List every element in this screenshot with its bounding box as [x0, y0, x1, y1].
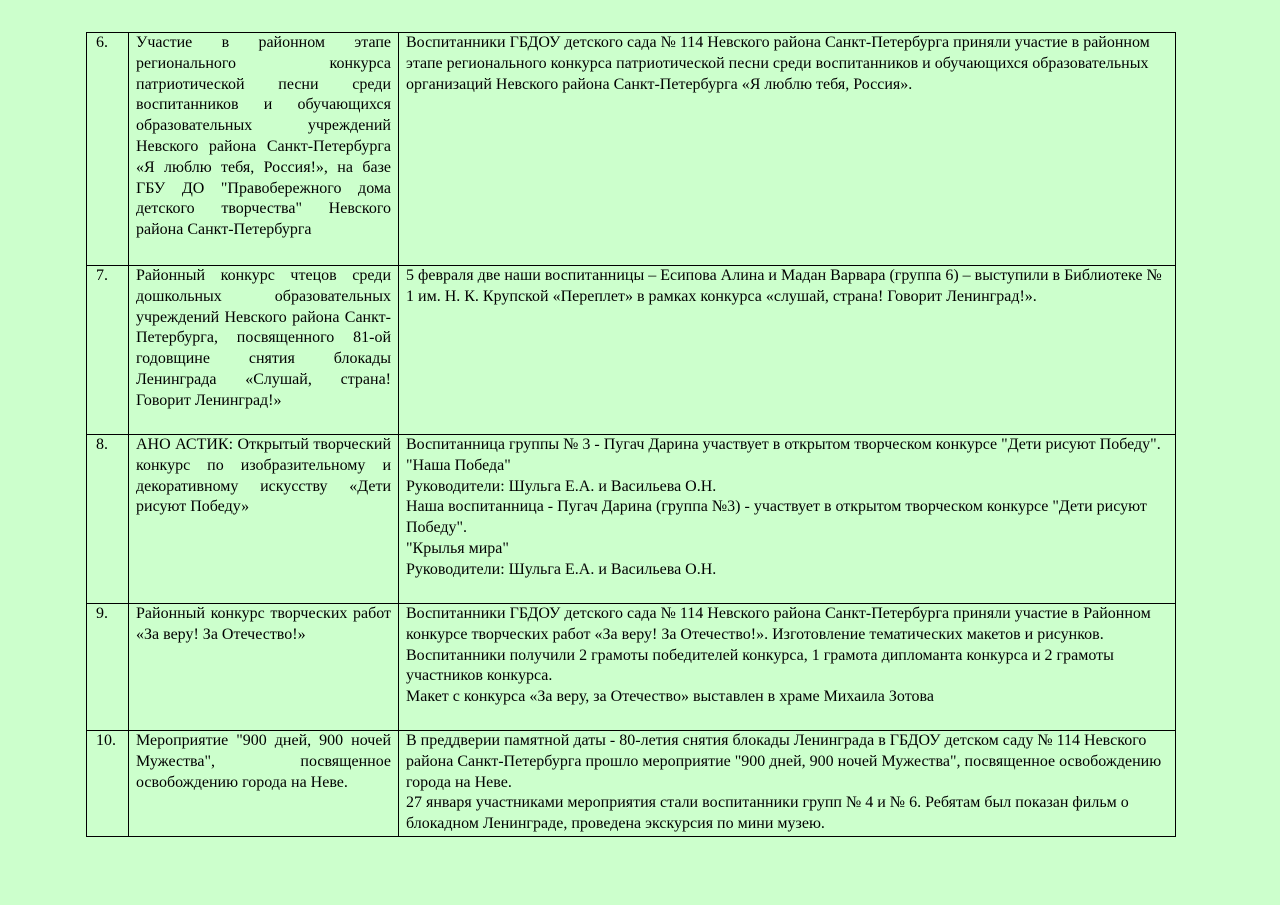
table-row [87, 604, 1176, 731]
table-row [87, 435, 1176, 604]
description-paragraph: Наша воспитанница - Пугач Дарина (группа №3) - участвует в открытом творческом конкурсе "Дети рисуют Победу". [406, 498, 1147, 537]
event-description [399, 266, 1176, 435]
description-paragraph: Воспитанники ГБДОУ детского сада № 114 Невского района Санкт-Петербурга приняли участие в районном этапе регионального конкурса патриотической песни среди воспитанников и обучающихся образовательных организаций Невского района Санкт-Петербурга «Я люблю тебя, Россия». [406, 34, 1150, 93]
event-description [399, 435, 1176, 604]
events-table [86, 32, 1176, 837]
event-title: АНО АСТИК: Открытый творческий конкурс по изобразительному и декоративному искусству «Дети рисуют Победу» [129, 435, 399, 604]
event-description [399, 731, 1176, 837]
description-paragraph: "Наша Победа" [406, 456, 511, 474]
row-number: 6. [87, 33, 129, 266]
description-paragraph: Макет с конкурса «За веру, за Отечество» выставлен в храме Михаила Зотова [406, 688, 934, 706]
description-paragraph: 5 февраля две наши воспитанницы – Есипова Алина и Мадан Варвара (группа 6) – выступили в Библиотеке № 1 им. Н. К. Крупской «Переплет» в рамках конкурса «слушай, страна! Говорит Ленинград!». [406, 267, 1162, 305]
event-title: Участие в районном этапе регионального конкурса патриотической песни среди воспитанников и обучающихся образовательных учреждений Невского района Санкт-Петербурга «Я люблю тебя, Россия!», на базе ГБУ ДО "Правобережного дома детского творчества" Невского района Санкт-Петербурга [129, 33, 399, 266]
event-title: Мероприятие "900 дней, 900 ночей Мужества", посвященное освобождению города на Неве. [129, 731, 399, 837]
table-row [87, 731, 1176, 837]
row-number: 10. [87, 731, 129, 837]
description-paragraph: В преддверии памятной даты - 80-летия снятия блокады Ленинграда в ГБДОУ детском саду № 114 Невского района Санкт-Петербурга прошло мероприятие "900 дней, 900 ночей Мужества", посвященное освобождению города на Неве. [406, 732, 1162, 791]
event-description [399, 33, 1176, 266]
event-title: Районный конкурс чтецов среди дошкольных образовательных учреждений Невского района Санкт-Петербурга, посвященного 81-ой годовщине снятия блокады Ленинграда «Слушай, страна! Говорит Ленинград!» [129, 266, 399, 435]
row-number: 8. [87, 435, 129, 604]
table-row [87, 266, 1176, 435]
event-description [399, 604, 1176, 731]
description-paragraph: Воспитанники ГБДОУ детского сада № 114 Невского района Санкт-Петербурга приняли участие в Районном конкурсе творческих работ «За веру! За Отечество!». Изготовление тематических макетов и рисунков. [406, 605, 1151, 643]
event-title: Районный конкурс творческих работ «За веру! За Отечество!» [129, 604, 399, 731]
description-paragraph: 27 января участниками мероприятия стали воспитанники групп № 4 и № 6. Ребятам был показан фильм о блокадном Ленинграде, проведена экскурсия по мини музею. [406, 794, 1129, 833]
document-page [86, 32, 1175, 837]
description-paragraph: Руководители: Шульга Е.А. и Васильева О.Н. [406, 560, 717, 578]
table-row [87, 33, 1176, 266]
description-paragraph: Руководители: Шульга Е.А. и Васильева О.Н. [406, 477, 717, 495]
description-paragraph: Воспитанники получили 2 грамоты победителей конкурса, 1 грамота дипломанта конкурса и 2 грамоты участников конкурса. [406, 646, 1114, 685]
row-number: 9. [87, 604, 129, 731]
description-paragraph: Воспитанница группы № 3 - Пугач Дарина участвует в открытом творческом конкурсе "Дети рисуют Победу". [406, 436, 1161, 453]
row-number: 7. [87, 266, 129, 435]
description-paragraph: "Крылья мира" [406, 539, 509, 557]
